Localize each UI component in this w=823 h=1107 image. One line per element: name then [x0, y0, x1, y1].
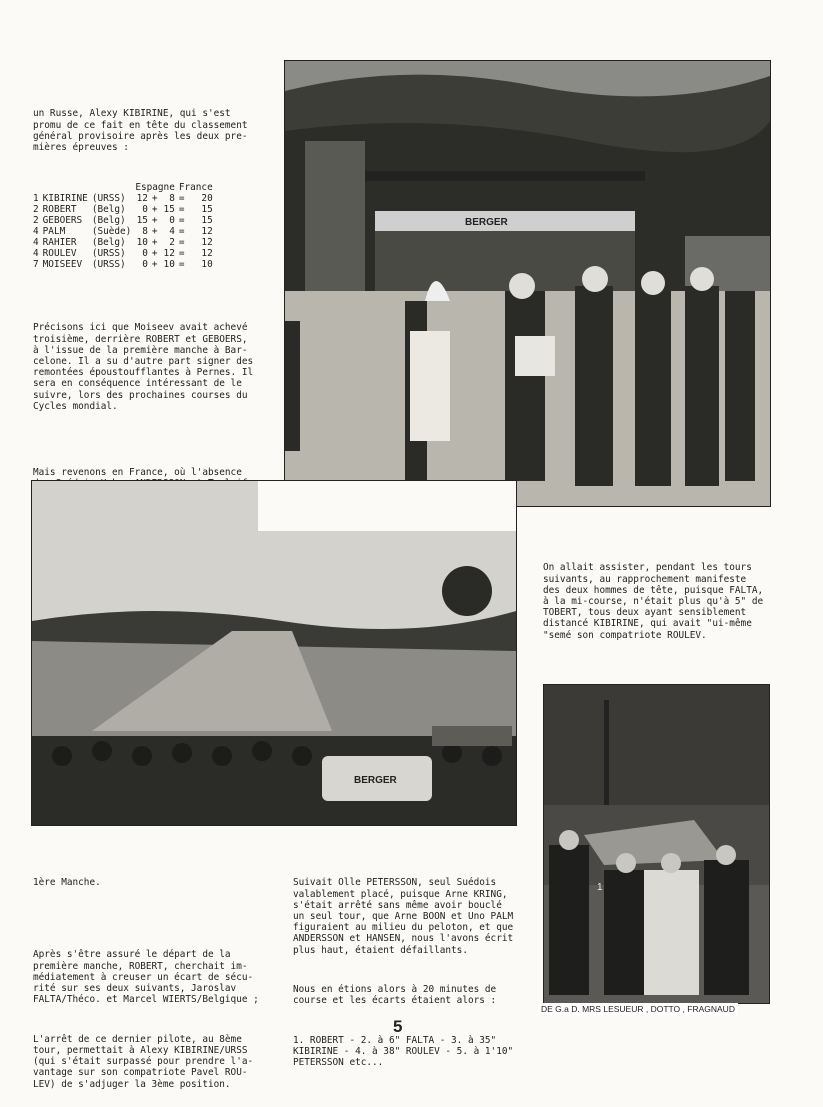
mid-race-paragraph: On allait assister, pendant les tours suivants, au rapprochement manifeste des deux hommes de tête, puisque FALTA, à la mi-course, n'était plus qu'à 5" de TOBERT, tous deux ayant sensiblement distancé KIBIRINE, qui avait "ui-même "semé son compatriote ROULEV.	[543, 562, 764, 641]
jersey-number: 1	[597, 882, 603, 893]
crowd-photo	[31, 480, 517, 826]
standings-row: 2 ROBERT (Belg) 0 + 15 = 15	[33, 203, 213, 215]
petersson-paragraph: Suivait Olle PETERSSON, seul Suédois valablement placé, puisque Arne KRING, s'était arrêté sans même avoir bouclé un seul tour, que Arne BOON et Uno PALM figuraient au milieu du peloton, et que ANDERSSON et HANSEN, nous l'avons écrit plus haut, étaient défaillants.	[293, 877, 514, 956]
standings-row: 4 RAHIER (Belg) 10 + 2 = 12	[33, 236, 213, 248]
start-paragraph: Après s'être assuré le départ de la première manche, ROBERT, cherchait im- médiatement à creuser un écart de sécu- rité sur ses deux suivants, Jaroslav FALTA/Théco. et Marcel WIERTS/Belgique ;	[33, 949, 259, 1006]
first-heat-heading: 1ère Manche.	[33, 877, 101, 889]
standings-row: 4 PALM (Suède) 8 + 4 = 12	[33, 225, 213, 237]
standings-row: 1 KIBIRINE (URSS) 12 + 8 = 20	[33, 192, 213, 204]
page-number: 5	[393, 1017, 403, 1036]
officials-caption: DE G.a D. MRS LESUEUR , DOTTO , FRAGNAUD	[538, 1003, 738, 1015]
standings-table	[33, 182, 217, 270]
header-espagne: Espagne	[135, 181, 175, 193]
twenty-minutes-paragraph: Nous en étions alors à 20 minutes de course et les écarts étaient alors :	[293, 984, 497, 1007]
standings-row: 4 ROULEV (URSS) 0 + 12 = 12	[33, 247, 213, 259]
intro-paragraph: un Russe, Alexy KIBIRINE, qui s'est promu de ce fait en tête du classement général provisoire après les deux pre- mières épreuves :	[33, 108, 248, 154]
team-photo-image	[285, 61, 770, 506]
eighth-lap-paragraph: L'arrêt de ce dernier pilote, au 8ème tour, permettait à Alexy KIBIRINE/URSS (qui s'était surpassé pour prendre l'a- vantage sur son compatriote Pavel ROU- LEV) de s'adjuger la 3ème position.	[33, 1033, 254, 1090]
car-text: BERGER	[354, 775, 397, 786]
team-photo	[284, 60, 771, 507]
france-paragraph: Mais revenons en France, où l'absence	[33, 466, 242, 478]
header-france: France	[178, 181, 213, 193]
officials-photo-image	[544, 685, 769, 1003]
standings-row: 2 GEBOERS (Belg) 15 + 0 = 15	[33, 214, 213, 226]
officials-photo	[543, 684, 770, 1004]
left-bottom-column	[33, 855, 278, 1107]
moiseev-paragraph: Précisons ici que Moiseev avait achevé troisième, derrière ROBERT et GEBOERS, à l'issue de la première manche à Bar- celone. Il a su d'autre part signer des remontées époustoufflantes à Pernes. Il sera en conséquence intéressant de le suivre, lors des prochaines courses du Cycles mondial.	[33, 322, 254, 412]
standings-row: 7 MOISEEV (URSS) 0 + 10 = 10	[33, 258, 213, 270]
banner-text: BERGER	[465, 217, 508, 228]
middle-bottom-column	[293, 855, 538, 1086]
standings-header	[33, 182, 217, 193]
gaps-paragraph: 1. ROBERT - 2. à 6" FALTA - 3. à 35" KIBIRINE - 4. à 38" ROULEV - 5. à 1'10" PETERSSON etc...	[293, 1035, 514, 1069]
crowd-photo-image	[32, 481, 516, 825]
